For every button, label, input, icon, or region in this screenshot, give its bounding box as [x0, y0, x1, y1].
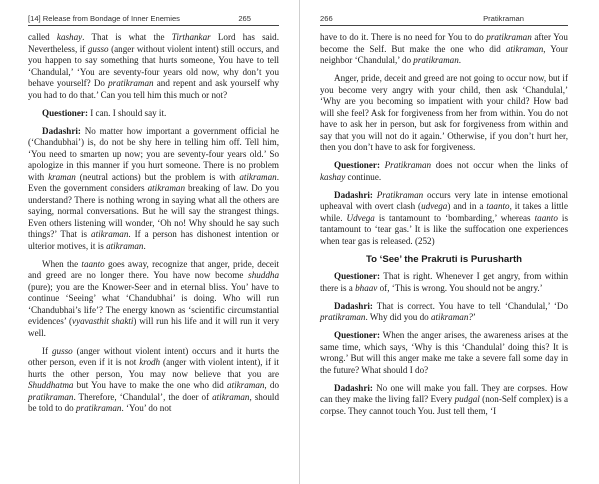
italic-term: kashay	[320, 171, 346, 182]
italic-term: Pratikraman	[384, 160, 432, 170]
text-run: . Why did you do	[365, 312, 431, 322]
italic-term: taanto	[81, 258, 105, 269]
italic-term: atikraman	[147, 183, 185, 193]
speaker-label: Questioner:	[42, 107, 88, 118]
text-run: .	[458, 55, 462, 65]
italic-term: kashay	[56, 32, 83, 42]
paragraph	[320, 330, 568, 376]
italic-term: pudgal	[454, 394, 480, 404]
section-title: To ‘See’ the Prakruti is Purusharth	[365, 253, 523, 265]
right-page	[299, 0, 598, 484]
text-run: (neutral actions) but the problem is with	[75, 171, 240, 182]
text-run: of, ‘This is wrong. You should not be angry.’	[377, 282, 543, 293]
paragraph	[28, 32, 279, 101]
italic-term: vyavasthit shakti	[72, 316, 134, 326]
right-page-header	[320, 14, 568, 26]
italic-term: Pratikraman	[376, 189, 424, 200]
italic-term: Shuddhatma	[28, 380, 74, 390]
text-run: continue.	[345, 171, 382, 182]
text-run: (anger without violent intent) still occurs, and you happen to say something that hurts someone, You have to tell ‘Chandulal,’ ‘You are seventy-four years old now, why don’t you behave yourself? Do	[28, 43, 280, 88]
paragraph	[28, 108, 279, 120]
italic-term: atikraman	[91, 229, 129, 239]
text-run: . Therefore, ‘Chandulal’, the doer of	[73, 391, 213, 402]
paragraph	[320, 160, 568, 183]
text-run: When the anger arises, the awareness arises at the same time, which says, ‘Why is this ‘Chandulal’ doing this? It is wrong.’ But will this anger make me take a severe fall some day in the future? What should I do?	[320, 330, 568, 375]
text-run: but You have to make the one who did	[73, 380, 228, 390]
text-run: ) and in a	[447, 201, 487, 211]
text-run: Anger, pride, deceit and greed are not going to occur now, but if you become very angry with your child, then ask ‘Chandulal,’ ‘Why are you becoming so impatient with your child? How bad will she feel? Ask for forgiveness from her from within. You do not have to ask her in person, but ask for forgiveness from within and say that you will not do it again.’ Otherwise, if you don’t hurt her, then you don’t have to ask for forgiveness.	[320, 73, 568, 152]
paragraph	[320, 190, 568, 248]
italic-term: taanto	[486, 201, 510, 211]
speaker-label: Questioner:	[334, 330, 380, 340]
text-run: after You become the Self. But make the one who did	[320, 32, 568, 54]
text-run: , should be told to do	[28, 391, 279, 413]
paragraph	[320, 32, 568, 67]
italic-term: pratikraman	[76, 403, 122, 413]
text-run: ) will run his life and it will run it very well.	[28, 316, 279, 338]
left-page-body	[28, 32, 279, 415]
italic-term: pratikraman	[320, 312, 366, 322]
left-page-header-title: [14] Release from Bondage of Inner Enemies	[28, 14, 180, 23]
text-run: have to do it. There is no need for You to do	[320, 32, 487, 42]
text-run: No matter how important a government official he (‘Chandubhai’) is, do not be shy here in telling him off. Tell him, ‘You need to smarten up now; you are seventy-four years old.’ So apologize in this manner if you hurt someone. There is no problem with	[28, 125, 279, 182]
speaker-label: Dadashri:	[334, 189, 373, 200]
text-run: . If a person has dishonest intention or ulterior motives, it is	[28, 229, 279, 251]
text-run: does not occur when the links of	[431, 160, 568, 170]
right-page-body	[320, 32, 568, 417]
italic-term: atikraman?	[430, 312, 473, 322]
text-run: (anger with violent intent), if it hurts the other person, You may now believe that you are	[28, 357, 279, 379]
italic-term: Tirthankar	[171, 32, 211, 42]
text-run: No one will make you fall. They are corpses. How can they make the living fall? Every	[320, 382, 568, 404]
text-run: ’	[472, 312, 476, 322]
speaker-label: Questioner:	[334, 160, 380, 170]
text-run: If	[42, 345, 52, 356]
text-run: is tantamount to ‘tear gas.’ It is like the suffocation one experiences when tear gas is released. (252)	[320, 212, 568, 246]
text-run: . That is what the	[82, 32, 172, 42]
text-run: and repent and ask yourself why you had to do that.’ Can you tell him this much or not?	[28, 78, 279, 100]
speaker-label: Questioner:	[334, 271, 380, 281]
italic-term: taanto	[534, 212, 558, 223]
paragraph	[28, 126, 279, 253]
paragraph	[320, 301, 568, 324]
paragraph	[320, 271, 568, 294]
paragraph	[320, 383, 568, 418]
italic-term: atikraman	[106, 240, 144, 251]
italic-term: atikraman	[212, 391, 250, 402]
text-run: (anger without violent intent) occurs and it hurts the other person, even if it is not	[28, 345, 279, 367]
text-run: That is right. Whenever I get angry, from within there is a	[320, 271, 568, 293]
text-run: (pure); you are the Knower-Seer and in eternal bliss. You’ have to continue ‘Seeing’ what ‘Chandubhai’ is doing. Who will run ‘Chandubhai’s life’? The energy known as ‘scientific circumstantial evidences’ (	[28, 281, 279, 326]
text-run: Lord has said. Nevertheless, if	[28, 32, 279, 54]
italic-term: atikraman	[227, 380, 265, 390]
italic-term: shuddha	[248, 270, 279, 280]
right-page-number: 266	[320, 14, 333, 23]
text-run: is tantamount to ‘bombarding,’ whereas	[374, 212, 535, 223]
speaker-label: Dadashri:	[42, 125, 81, 136]
text-run: When the	[42, 258, 82, 269]
text-run: .	[143, 240, 146, 251]
text-run: called	[28, 32, 57, 42]
left-page-number: 265	[238, 14, 251, 23]
text-run: I can. I should say it.	[87, 107, 167, 118]
italic-term: gusso	[87, 43, 109, 54]
italic-term: pratikraman	[486, 32, 532, 42]
italic-term: pratikraman	[413, 55, 459, 65]
italic-term: gusso	[51, 345, 73, 356]
italic-term: bhaav	[355, 282, 378, 293]
text-run: . ‘You’ do not	[121, 403, 172, 413]
text-run: , do	[264, 380, 279, 390]
text-run: . Even the government considers	[28, 171, 279, 193]
italic-term: udvega	[421, 201, 448, 211]
text-run: breaking of law. Do you understand? There is nothing wrong in saying what all the others are saying, normal conversations. But he will say the strangest things. Even others listening will wonder, ‘Oh no! Why should he say such things?’ That is	[28, 183, 279, 239]
text-run: That is correct. You have to tell ‘Chandulal,’ ‘Do	[372, 300, 568, 311]
italic-term: kraman	[48, 171, 76, 182]
right-page-header-title: Pratikraman	[483, 14, 524, 23]
italic-term: pratikraman	[28, 391, 74, 402]
speaker-label: Dadashri:	[334, 300, 373, 311]
text-run: , Your neighbor ‘Chandulal,’ do	[320, 43, 568, 65]
speaker-label: Dadashri:	[334, 382, 373, 393]
italic-term: atikraman	[239, 171, 277, 182]
italic-term: krodh	[139, 357, 161, 367]
paragraph	[28, 259, 279, 340]
paragraph	[28, 346, 279, 415]
left-page-header	[28, 14, 279, 26]
text-run: goes away, recognize that anger, pride, deceit and greed are no longer there. You have now become	[28, 258, 280, 280]
left-page	[0, 0, 299, 484]
text-run: , it takes a little while.	[320, 201, 568, 223]
italic-term: pratikraman	[108, 78, 154, 88]
text-run: occurs very late in intense emotional upheaval with overt clash (	[320, 189, 569, 211]
text-run: (non-Self complex) is a corpse. They cannot touch You. Just tell them, ‘I	[320, 394, 568, 416]
italic-term: atikraman	[505, 43, 544, 54]
paragraph	[320, 73, 568, 154]
italic-term: Udvega	[346, 212, 375, 223]
